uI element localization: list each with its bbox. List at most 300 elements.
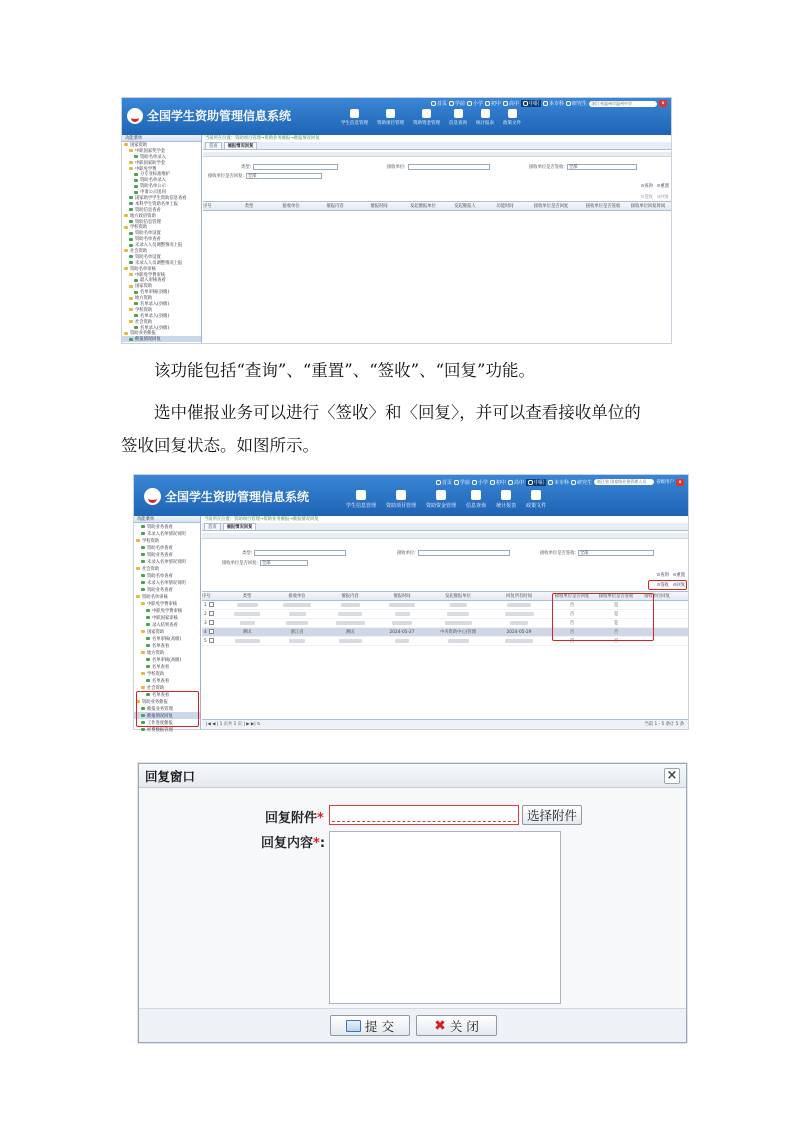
screenshot-2 (133, 474, 689, 733)
nav-primary[interactable]: 小学 (472, 479, 488, 486)
app-logo (127, 107, 291, 124)
row-checkbox[interactable] (209, 602, 214, 607)
leaf-icon (129, 208, 133, 211)
sidebar-item-label: 资助业务查看 (147, 524, 173, 530)
nav-home[interactable]: 首页 (431, 100, 447, 107)
graduate-icon (566, 101, 571, 106)
leaf-icon (129, 338, 133, 341)
reset-button[interactable]: ⊙重置 (656, 184, 669, 189)
briefcase-icon (386, 109, 395, 118)
table-cell: 否 (569, 603, 575, 608)
filter-header (202, 533, 688, 539)
sidebar-item-label: 名单查看 (152, 692, 170, 698)
filter-recv-reply (222, 560, 308, 566)
table-cell (324, 601, 376, 609)
redacted-value (389, 603, 415, 607)
sidebar-item[interactable] (134, 572, 200, 579)
sidebar-item-label: 名单审核(县级) (140, 290, 170, 296)
sidebar-item-label: 未录入名单情况说明 (147, 531, 186, 537)
reset-button[interactable]: ⊙重置 (672, 573, 685, 578)
logout-button[interactable]: x (659, 100, 667, 107)
table-cell (324, 610, 376, 618)
sidebar-item[interactable] (134, 614, 200, 621)
reply-button[interactable]: ⊙回复 (656, 195, 669, 200)
sidebar-tree (122, 142, 201, 342)
pen-icon (508, 480, 513, 485)
table-cell (202, 610, 224, 618)
sidebar-item-label: 催报业务管理 (147, 706, 173, 712)
person-icon (490, 480, 495, 485)
folder-icon (141, 686, 145, 689)
required-mark: * (313, 836, 320, 851)
leaf-icon (129, 220, 133, 223)
sidebar-item[interactable] (134, 677, 200, 684)
recv-reply-select[interactable]: 全部 (260, 560, 308, 566)
column-header[interactable]: 接收单位 (288, 594, 306, 599)
folder-icon (129, 149, 133, 152)
column-header[interactable]: 接收单位回复 (644, 594, 670, 599)
sidebar-item-label: 地方政府资助 (130, 213, 156, 219)
folder-icon (129, 320, 133, 323)
home-icon (436, 480, 441, 485)
system-name: 全国学生资助管理信息系统 (165, 490, 310, 504)
cap-icon (548, 480, 553, 485)
nav-graduate[interactable]: 研究生 (571, 479, 592, 486)
sidebar-item-label: 经费数据管理 (147, 727, 173, 733)
filter-recv-unit (397, 550, 510, 556)
query-actions (657, 572, 685, 578)
filter-recv-reply (208, 173, 322, 179)
breadcrumb: 当前所在位置：资助项目管理→资助业务催报→催报情况回复 (204, 517, 319, 522)
filter-recv-unit (387, 164, 490, 170)
folder-icon (129, 297, 133, 300)
sidebar-item-label: 资助信息查看 (135, 207, 161, 213)
type-input[interactable] (253, 164, 338, 170)
sidebar-highlight (136, 691, 199, 727)
table-cell (270, 637, 324, 645)
table-cell: 否 (569, 639, 575, 644)
table-cell: 2024-05-29 (506, 630, 532, 635)
module-project[interactable]: 资助项目管理 (386, 490, 416, 509)
sidebar-item-label: 社会资助 (130, 248, 148, 254)
table-cell (224, 619, 270, 627)
recv-unit-input[interactable] (408, 164, 490, 170)
sidebar-item-label: 资助名单设置 (135, 231, 161, 237)
folder-icon (136, 539, 140, 542)
sidebar-item-label: 名单查看 (152, 664, 170, 670)
folder-icon (141, 630, 145, 633)
sidebar-item[interactable] (134, 586, 200, 593)
leaf-icon (134, 155, 138, 158)
row-checkbox[interactable] (209, 611, 214, 616)
module-policy[interactable]: 政策文件 (503, 109, 521, 126)
column-header[interactable]: 发起催报单位 (445, 594, 471, 599)
redacted-value (395, 612, 410, 616)
sidebar-item[interactable] (134, 656, 200, 663)
column-header[interactable]: 序号 (202, 594, 211, 599)
reply-dialog (138, 763, 687, 1043)
folder-icon (124, 249, 128, 252)
sidebar-item-label: 催报情况回复 (135, 337, 161, 343)
pen-icon (503, 101, 508, 106)
leaf-icon (141, 560, 145, 563)
recv-signed-label: 接收单位是否签收: (540, 551, 576, 556)
sidebar-item[interactable] (134, 558, 200, 565)
leaf-icon (141, 588, 145, 591)
leaf-icon (129, 196, 133, 199)
tab-home[interactable]: 首页 (204, 523, 221, 530)
sidebar-item-label: 名单查看 (152, 678, 170, 684)
leaf-icon (134, 326, 138, 329)
filter-type (241, 164, 338, 170)
users-icon (350, 109, 359, 118)
redacted-value (450, 603, 467, 607)
nav-preschool[interactable]: 学前 (454, 479, 470, 486)
module-nav (341, 109, 521, 126)
leaf-icon (141, 553, 145, 556)
type-input[interactable] (254, 550, 346, 556)
recv-signed-select[interactable]: 全部 (567, 164, 637, 170)
leaf-icon (146, 679, 150, 682)
module-student-info[interactable]: 学生信息管理 (346, 490, 376, 509)
column-header[interactable]: 催报时间 (393, 594, 411, 599)
recv-signed-select[interactable]: 全部 (578, 550, 654, 556)
sidebar-item-label: 催报情况回复 (147, 713, 173, 719)
nav-home[interactable]: 首页 (436, 479, 452, 486)
sidebar-item-label: 中职国家助学金 (135, 160, 166, 166)
redacted-value (286, 621, 308, 625)
pager-summary: 当前 1 - 5 条计 5 条 (644, 722, 684, 727)
sidebar-item[interactable] (134, 726, 200, 733)
row-checkbox[interactable] (209, 638, 214, 643)
module-funds[interactable]: 资助资金管理 (413, 109, 440, 126)
column-header[interactable]: 接收单位是否签收 (585, 204, 621, 209)
column-header[interactable]: 发起催报人 (454, 204, 476, 209)
table-cell (488, 601, 550, 609)
column-header[interactable]: 功能时间 (496, 204, 514, 209)
dialog-title: 回复窗口 (145, 768, 196, 784)
module-query[interactable]: 信息查询 (466, 490, 486, 509)
table-cell (202, 601, 224, 609)
nav-vocational[interactable]: 中职 (526, 479, 546, 486)
sidebar-item-label: 最入审核查看 (140, 278, 166, 284)
nav-junior[interactable]: 初中 (490, 479, 506, 486)
sidebar-item[interactable] (134, 684, 200, 691)
table-cell: 测试 (242, 630, 252, 635)
module-query[interactable]: 信息查询 (449, 109, 467, 126)
redacted-value (237, 603, 258, 607)
screenshot-1 (121, 97, 672, 344)
query-button[interactable]: ⊙查询 (656, 573, 669, 578)
sidebar-item-label: 学校资助 (142, 538, 160, 544)
column-header[interactable]: 发起催报单位 (410, 204, 436, 209)
sidebar-item[interactable] (134, 544, 200, 551)
sidebar-item[interactable] (134, 523, 200, 530)
leaf-icon (134, 185, 138, 188)
sidebar-item-label: 资助业务查看 (147, 587, 173, 593)
leaf-icon (146, 616, 150, 619)
tab-reply[interactable]: 催报情况回复 (223, 523, 257, 530)
module-report[interactable]: 统计报表 (496, 490, 516, 509)
sidebar-item[interactable] (134, 537, 200, 544)
wallet-icon (422, 109, 431, 118)
nav-senior[interactable]: 高中 (503, 100, 519, 107)
paragraph-functions: 该功能包括“查询”、“重置”、“签收”、“回复”功能。 (154, 361, 535, 380)
table-cell (270, 601, 324, 609)
child-icon (449, 101, 454, 106)
choose-attachment-button[interactable]: 选择附件 (522, 805, 582, 825)
sidebar-item[interactable] (134, 642, 200, 649)
table-cell (488, 619, 550, 627)
leaf-icon (141, 525, 145, 528)
sidebar-item[interactable] (134, 593, 200, 600)
folder-icon (129, 161, 133, 164)
sidebar-item-label: 学校资助 (147, 671, 165, 677)
module-report[interactable]: 统计报表 (476, 109, 494, 126)
logout-button[interactable]: x (676, 479, 684, 486)
nav-senior[interactable]: 高中 (508, 479, 524, 486)
sidebar-item-label: 资助名单审核 (130, 266, 156, 272)
submit-button[interactable]: 提 交 (330, 1015, 410, 1036)
sidebar-item-label: 未录入名单情况说明 (147, 580, 186, 586)
grid-header (203, 202, 671, 211)
child-icon (454, 480, 459, 485)
redacted-value (445, 621, 472, 625)
reply-content-textarea[interactable] (329, 831, 561, 1004)
reply-button[interactable]: ⊙回复 (672, 583, 685, 588)
status-highlight (552, 593, 654, 641)
table-cell: 测试 (345, 630, 355, 635)
table-cell (270, 610, 324, 618)
recv-reply-label: 接收单位是否回复: (208, 174, 244, 179)
nav-junior[interactable]: 初中 (485, 100, 501, 107)
table-cell (428, 610, 488, 618)
table-cell: 否 (569, 612, 575, 617)
sidebar-item-label: 工作进度催报 (147, 720, 173, 726)
unit-search[interactable]: 浙江省 国家级业务管理人员 (594, 479, 654, 485)
leaf-icon (141, 546, 145, 549)
app-header (134, 475, 688, 516)
tab-reply[interactable]: 催报情况回复 (224, 142, 258, 149)
logo-icon (127, 108, 143, 124)
column-header[interactable]: 催报内容 (326, 204, 344, 209)
building-icon (528, 480, 533, 485)
redacted-value (289, 612, 306, 616)
sidebar-item[interactable] (134, 579, 200, 586)
leaf-icon (134, 314, 138, 317)
required-mark: * (317, 811, 324, 826)
sidebar-item-label: 社会资助 (142, 566, 160, 572)
book-icon (467, 101, 472, 106)
document-icon (531, 490, 541, 500)
column-header[interactable]: 序号 (203, 204, 212, 209)
app-logo (144, 488, 309, 505)
table-cell (376, 601, 428, 609)
column-header[interactable]: 接收单位回复时间 (630, 204, 666, 209)
pie-chart-icon (501, 490, 511, 500)
sidebar-item[interactable] (134, 607, 200, 614)
sidebar-item-label: 分专业标准维护 (140, 172, 171, 178)
table-cell: 2024-05-27 (389, 630, 415, 635)
row-checkbox[interactable] (209, 629, 214, 634)
redacted-value (507, 603, 531, 607)
sidebar-item[interactable] (134, 565, 200, 572)
sidebar-item[interactable] (122, 336, 201, 342)
recv-reply-select[interactable]: 全部 (246, 173, 322, 179)
leaf-icon (146, 609, 150, 612)
folder-icon (141, 602, 145, 605)
sidebar-item[interactable] (134, 635, 200, 642)
module-funds[interactable]: 资助资金管理 (426, 490, 456, 509)
table-cell: 是 (613, 603, 619, 608)
building-icon (523, 101, 528, 106)
sign-button[interactable]: ⊙签收 (656, 583, 669, 588)
sidebar-item-label: 资助业务催报 (130, 331, 156, 337)
sidebar-item[interactable] (134, 530, 200, 537)
sidebar-item-label: 名单查看 (152, 643, 170, 649)
column-header[interactable]: 催报内容 (341, 594, 359, 599)
row-checkbox[interactable] (209, 620, 214, 625)
leaf-icon (134, 279, 138, 282)
actions-highlight (648, 580, 687, 590)
sidebar-item[interactable] (134, 670, 200, 677)
leaf-icon (141, 728, 145, 731)
nav-undergrad[interactable]: 本专科 (548, 479, 569, 486)
attach-input[interactable] (329, 805, 519, 825)
column-header[interactable]: 接收单位是否回复 (533, 204, 569, 209)
redacted-value (240, 621, 255, 625)
table-cell: 否 (569, 630, 575, 635)
leaf-icon (134, 179, 138, 182)
nav-primary[interactable]: 小学 (467, 100, 483, 107)
table-cell: 否 (569, 621, 575, 626)
column-header[interactable]: 接收单位 (282, 204, 300, 209)
sidebar-item-label: 资助名单公示 (140, 184, 166, 190)
logo-icon (144, 488, 161, 505)
main-panel (202, 516, 688, 729)
table-cell (224, 601, 270, 609)
sidebar-item-label: 名单审核(高级) (152, 636, 182, 642)
row-number: 4 (204, 630, 207, 635)
sign-button[interactable]: ⊙签收 (640, 195, 653, 200)
sidebar-item[interactable] (134, 663, 200, 670)
sidebar-item[interactable] (134, 551, 200, 558)
leaf-icon (129, 244, 133, 247)
sidebar-item[interactable] (134, 621, 200, 628)
module-policy[interactable]: 政策文件 (526, 490, 546, 509)
redacted-value (283, 603, 311, 607)
query-button[interactable]: ⊙查询 (640, 184, 653, 189)
redacted-value (289, 639, 305, 643)
column-header[interactable]: 类型 (242, 594, 252, 599)
unit-search[interactable]: 浙江省温州市温州中学 (589, 101, 657, 107)
table-cell (202, 637, 224, 645)
module-project[interactable]: 资助项目管理 (377, 109, 404, 126)
column-header[interactable]: 类型 (244, 204, 254, 209)
module-student-info[interactable]: 学生信息管理 (341, 109, 368, 126)
sidebar-item[interactable] (134, 628, 200, 635)
redacted-value (336, 621, 365, 625)
table-cell (324, 637, 376, 645)
leaf-icon (146, 637, 150, 640)
recv-unit-label: 接收单位: (397, 551, 416, 556)
table-cell (224, 637, 270, 645)
sidebar-item[interactable] (134, 649, 200, 656)
sidebar-item-label: 中职免学费审核 (152, 608, 183, 614)
pager-nav[interactable]: |◀ ◀ | 1 页共 1 页 | ▶ ▶| ↻ (206, 722, 261, 727)
nav-preschool[interactable]: 学前 (449, 100, 465, 107)
close-button[interactable]: ✖ 关 闭 (416, 1015, 497, 1036)
sidebar-item-label: 名单录入(县级) (140, 313, 170, 319)
table-cell (224, 610, 270, 618)
table-cell (376, 619, 428, 627)
tab-home[interactable]: 首页 (205, 142, 222, 149)
leaf-icon (134, 302, 138, 305)
sidebar-item-label: 中职免学费审核 (135, 272, 166, 278)
leaf-icon (129, 232, 133, 235)
submit-icon (346, 1020, 361, 1032)
leaf-icon (129, 202, 133, 205)
sidebar-item[interactable] (134, 600, 200, 607)
redacted-value (510, 621, 528, 625)
main-panel (203, 135, 671, 343)
nav-vocational[interactable]: 中职 (521, 100, 541, 107)
redacted-value (505, 612, 534, 616)
breadcrumb: 当前所在位置：资助项目管理→资助业务催报→催报情况回复 (205, 136, 320, 141)
recv-unit-input[interactable] (418, 550, 510, 556)
column-header[interactable]: 接收单位是否签收 (598, 594, 634, 599)
filter-recv-signed (529, 164, 637, 170)
grid-actions (641, 194, 669, 200)
paragraph-usage-line-2: 签收回复状态。如图所示。 (121, 436, 319, 455)
row-number: 1 (204, 603, 207, 608)
redacted-value (235, 639, 260, 643)
column-header[interactable]: 回复所有时间 (506, 594, 532, 599)
row-number: 3 (204, 621, 207, 626)
redacted-value (505, 639, 533, 643)
app-header (122, 98, 671, 135)
leaf-icon (129, 261, 133, 264)
type-label: 类型: (242, 551, 253, 556)
sidebar-item-label: 未录入人员调整情况上报 (135, 243, 183, 249)
person-icon (485, 101, 490, 106)
folder-icon (136, 595, 140, 598)
folder-icon (141, 651, 145, 654)
folder-icon (129, 308, 133, 311)
leaf-icon (134, 191, 138, 194)
sidebar-item-label: 本科学生资助名单上报 (135, 201, 178, 207)
leaf-icon (129, 238, 133, 241)
briefcase-icon (396, 490, 406, 500)
redacted-value (338, 612, 362, 616)
pager (202, 719, 688, 729)
user-label: 省级用户 (656, 480, 674, 485)
sidebar-item-label: 地方资助 (135, 296, 153, 302)
paragraph-usage-line-1: 选中催报业务可以进行〈签收〉和〈回复〉，并可以查看接收单位的 (154, 403, 641, 422)
leaf-icon (129, 255, 133, 258)
redacted-value (395, 639, 409, 643)
nav-undergrad[interactable]: 本专科 (543, 100, 564, 107)
table-cell (376, 637, 428, 645)
table-cell: 是 (613, 612, 619, 617)
sidebar-item-label: 资助名单录入 (140, 178, 166, 184)
sidebar-item-label: 名单录入(县级) (140, 325, 170, 331)
column-header[interactable]: 催报时间 (370, 204, 388, 209)
column-header[interactable]: 接收单位是否回复 (554, 594, 590, 599)
leaf-icon (141, 574, 145, 577)
close-icon[interactable]: × (664, 768, 680, 784)
nav-graduate[interactable]: 研究生 (566, 100, 587, 107)
